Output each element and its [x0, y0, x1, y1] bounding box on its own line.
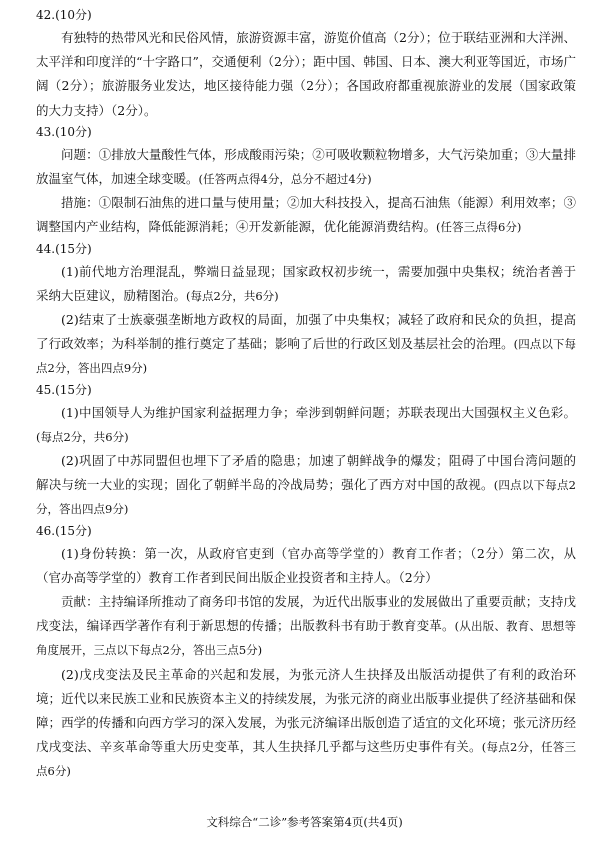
question-44-number: 44.(15分)	[36, 241, 92, 256]
question-45-part-2: (2)巩固了中苏同盟但也埋下了矛盾的隐患；加速了朝鲜战争的爆发；阻碍了中国台湾问题的解决与统一大业的实现；固化了朝鲜半岛的冷战局势；强化了西方对中国的敌视。(四点以下每点2分，答出四点9分)	[36, 453, 576, 517]
question-44-part-2: (2)结束了士族豪强垄断地方政权的局面，加强了中央集权；减轻了政府和民众的负担，提高了行政效率；为科举制的推行奠定了基础；影响了后世的行政区划及基层社会的治理。(四点以下每点2分，答出四点9分)	[36, 312, 576, 376]
question-45-number: 45.(15分)	[36, 382, 92, 397]
scoring-note: (四点以下每点2分，答出四点9分)	[36, 337, 576, 376]
question-43-number: 43.(10分)	[36, 124, 92, 139]
question-43-problems: 问题：①排放大量酸性气体，形成酸雨污染；②可吸收颗粒物增多，大气污染加重；③大量排放温室气体，加速全球变暖。(任答两点得4分，总分不超过4分)	[36, 146, 576, 187]
scoring-note: (从出版、教育、思想等角度展开，三点以下每点2分，答出三点5分)	[36, 619, 576, 658]
scoring-note: (每点2分，共6分)	[186, 288, 279, 303]
question-46-part-1: (1)身份转换：第一次，从政府官吏到（官办高等学堂的）教育工作者；（2分）第二次，从（官办高等学堂的）教育工作者到民间出版企业投资者和主持人。（2分）	[36, 545, 576, 585]
question-42-answer: 有独特的热带风光和民俗风情，旅游资源丰富，游览价值高（2分）；位于联结亚洲和大洋洲、太平洋和印度洋的“十字路口”，交通便利（2分）；距中国、韩国、日本、澳大利亚等国近，市场广阔（2分）；旅游服务业发达，地区接待能力强（2分）；各国政府都重视旅游业的发展（国家政策的大力支持）（2分）。	[36, 30, 576, 118]
question-42-number: 42.(10分)	[36, 8, 92, 22]
question-44-part-1: (1)前代地方治理混乱，弊端日益显现；国家政权初步统一，需要加强中央集权；统治者善于采纳大臣建议，励精图治。(每点2分，共6分)	[36, 263, 576, 303]
question-46-contribution: 贡献：主持编译所推动了商务印书馆的发展，为近代出版事业的发展做出了重要贡献；支持戊戌变法，编译西学著作有利于新思想的传播；出版教科书有助于教育变革。(从出版、教育、思想等角度展开，三点以下每点2分，答出三点5分)	[36, 594, 576, 658]
question-43-measures: 措施：①限制石油焦的进口量与使用量；②加大科技投入，提高石油焦（能源）利用效率；③调整国内产业结构，降低能源消耗；④开发新能源，优化能源消费结构。(任答三点得6分)	[36, 195, 576, 235]
scoring-note: (任答三点得6分)	[436, 220, 522, 235]
scoring-note: (每点2分，共6分)	[36, 429, 129, 444]
page-footer: 文科综合“二诊”参考答案第4页(共4页)	[206, 815, 403, 829]
question-46-part-2: (2)戊戌变法及民主革命的兴起和发展，为张元济人生抉择及出版活动提供了有利的政治环境；近代以来民族工业和民族资本主义的持续发展，为张元济的商业出版事业提供了经济基础和保障；西学的传播和向西方学习的深入发展，为张元济编译出版创造了适宜的文化环境；张元济历经戊戌变法、辛亥革命等重大历史变革，其人生抉择几乎都与这些历史事件有关。(每点2分，任答三点6分)	[36, 666, 576, 779]
scoring-note: (四点以下每点2分，答出四点9分)	[36, 478, 576, 517]
scoring-note: (任答两点得4分，总分不超过4分)	[198, 172, 372, 187]
question-45-part-1: (1)中国领导人为维护国家利益据理力争；牵涉到朝鲜问题；苏联表现出大国强权主义色彩。(每点2分，共6分)	[36, 404, 576, 444]
question-46-number: 46.(15分)	[36, 523, 92, 538]
scoring-note: (每点2分，任答三点6分)	[36, 740, 576, 779]
